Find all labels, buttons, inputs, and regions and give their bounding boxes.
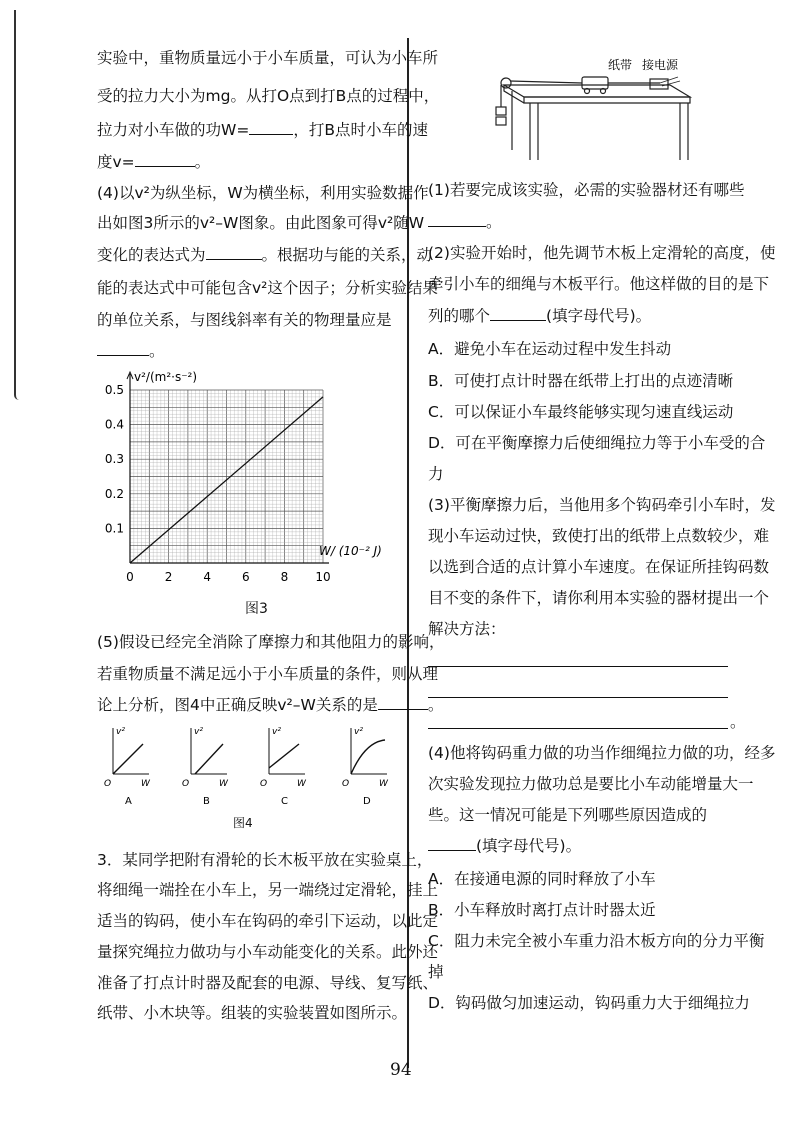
r-q2-option-c: C．可以保证小车最终能够实现匀速直线运动: [428, 403, 734, 421]
para1-line4: 度v= 。: [97, 153, 211, 171]
para1-line2: 受的拉力大小为mg。从打O点到打B点的过程中，: [97, 87, 440, 105]
q5-line1: (5)假设已经完全消除了摩擦力和其他阻力的影响，: [97, 633, 445, 651]
r-q3-line2: 现小车运动过快，致使打出的纸带上点数较少，难: [428, 527, 770, 545]
figure-4-caption: 图4: [233, 816, 253, 830]
mini-w-label: W: [141, 779, 150, 789]
q5-line3: 论上分析，图4中正确反映v²–W关系的是 。: [97, 696, 444, 714]
r-q3-line1: (3)平衡摩擦力后，当他用多个钩码牵引小车时，发: [428, 496, 776, 514]
y-tick-label: 0.4: [104, 417, 124, 432]
r-q4-line2: 次实验发现拉力做功总是要比小车动能增量大一: [428, 775, 754, 793]
r-q2-option-b: B．可使打点计时器在纸带上打出的点迹清晰: [428, 372, 734, 390]
option-label: D: [363, 796, 371, 807]
figure-3-chart: [95, 368, 415, 598]
r-q4-option-c: C．阻力未完全被小车重力沿木板方向的分力平衡: [428, 932, 765, 950]
r-q2-line1: (2)实验开始时，他先调节木板上定滑轮的高度，使: [428, 244, 776, 262]
mini-curve: [351, 740, 385, 774]
q3-line4: 量探究绳拉力做功与小车动能变化的关系。此外还: [97, 943, 439, 961]
answer-blank[interactable]: [97, 355, 149, 356]
y-tick-label: 0.3: [104, 452, 124, 467]
para1-line3: 拉力对小车做的功W= ，打B点时小车的速: [97, 121, 428, 139]
answer-line-1[interactable]: [428, 666, 728, 667]
r-q3-line4: 目不变的条件下，请你利用本实验的器材提出一个: [428, 589, 770, 607]
r-q3-line3: 以选到合适的点计算小车速度。在保证所挂钩码数: [428, 558, 770, 576]
q3-line6: 纸带、小木块等。组装的实验装置如图所示。: [97, 1004, 408, 1022]
q4-line4: 能的表达式中可能包含v²这个因子；分析实验结果: [97, 279, 438, 297]
answer-blank[interactable]: [490, 320, 546, 321]
q4-line1: (4)以v²为纵坐标，W为横坐标，利用实验数据作: [97, 184, 429, 202]
r-q1-line2: 。: [428, 212, 502, 232]
apparatus-illustration: [490, 55, 700, 165]
y-tick-label: 0.1: [104, 521, 124, 536]
r-q1-line1: (1)若要完成该实验，必需的实验器材还有哪些: [428, 181, 745, 199]
answer-line-3[interactable]: [428, 728, 728, 729]
r-q4-line3: 些。这一情况可能是下列哪些原因造成的: [428, 806, 708, 824]
q3-line1: 3．某同学把附有滑轮的长木板平放在实验桌上，: [97, 851, 433, 869]
mini-v-label: v²: [194, 727, 203, 737]
page-number: 94: [390, 1060, 412, 1080]
r-q2-option-d: D．可在平衡摩擦力后使细绳拉力等于小车受的合: [428, 434, 766, 452]
para1-line1: 实验中，重物质量远小于小车质量，可认为小车所: [97, 49, 439, 67]
mini-curve: [195, 744, 223, 774]
y-tick-label: 0.2: [104, 486, 124, 501]
answer-blank[interactable]: [249, 134, 293, 135]
x-tick-label: 10: [315, 570, 331, 584]
r-q4-option-d: D．钩码做匀加速运动，钩码重力大于细绳拉力: [428, 994, 750, 1012]
mini-curve: [113, 744, 143, 774]
mini-origin-label: O: [104, 779, 112, 789]
option-label: B: [203, 796, 210, 807]
label-power: 接电源: [642, 58, 679, 72]
answer-line-2[interactable]: [428, 697, 728, 698]
x-tick-label: 0: [126, 570, 134, 584]
y-axis-label: v²/(m²·s⁻²): [134, 370, 198, 384]
option-label: A: [125, 796, 132, 807]
margin-bracket: [14, 10, 19, 400]
x-tick-label: 8: [280, 570, 289, 584]
mini-v-label: v²: [272, 727, 281, 737]
q3-line3: 适当的钩码，使小车在钩码的牵引下运动，以此定: [97, 912, 439, 930]
r-q2-line3: 列的哪个 (填字母代号)。: [428, 307, 652, 325]
mini-origin-label: O: [342, 779, 350, 789]
mini-w-label: W: [219, 779, 228, 789]
answer-blank[interactable]: [206, 259, 262, 260]
mini-origin-label: O: [182, 779, 190, 789]
answer-blank[interactable]: [428, 850, 476, 851]
answer-blank[interactable]: [378, 709, 428, 710]
r-q3-line5: 解决方法：: [428, 620, 506, 638]
q3-line2: 将细绳一端拴在小车上，另一端绕过定滑轮，挂上: [97, 881, 439, 899]
r-q2-line2: 牵引小车的细绳与木板平行。他这样做的目的是下: [428, 275, 770, 293]
figure-3-caption: 图3: [245, 601, 268, 617]
q4-line6: 。: [97, 341, 165, 361]
mini-curve: [269, 744, 299, 768]
r-q4-option-a: A．在接通电源的同时释放了小车: [428, 870, 656, 888]
r-q4-line4: (填字母代号)。: [428, 836, 581, 856]
r-q4-line1: (4)他将钩码重力做的功当作细绳拉力做的功，经多: [428, 744, 776, 762]
q4-line2: 出如图3所示的v²–W图象。由此图象可得v²随W: [97, 214, 425, 232]
x-tick-label: 2: [164, 570, 173, 584]
mini-w-label: W: [297, 779, 306, 789]
r-q2-option-d-cont: 力: [428, 465, 444, 483]
answer-blank[interactable]: [428, 226, 486, 227]
q4-line5: 的单位关系，与图线斜率有关的物理量应是: [97, 311, 392, 329]
mini-v-label: v²: [354, 727, 363, 737]
q3-line5: 准备了打点计时器及配套的电源、导线、复写纸、: [97, 974, 439, 992]
x-tick-label: 4: [203, 570, 212, 584]
mini-w-label: W: [379, 779, 388, 789]
x-tick-label: 6: [241, 570, 250, 584]
mini-origin-label: O: [260, 779, 268, 789]
option-label: C: [281, 796, 288, 807]
r-q4-option-c-cont: 掉: [428, 963, 444, 981]
x-axis-label: W/ (10⁻² J): [319, 544, 382, 558]
answer-blank[interactable]: [135, 166, 195, 167]
q5-line2: 若重物质量不满足远小于小车质量的条件，则从理: [97, 665, 439, 683]
q4-line3: 变化的表达式为 。根据功与能的关系，动: [97, 246, 433, 264]
y-tick-label: 0.5: [104, 383, 124, 397]
mini-v-label: v²: [116, 727, 125, 737]
label-paper-tape: 纸带: [608, 58, 633, 72]
r-q3-end: 。: [730, 713, 746, 731]
r-q4-option-b: B．小车释放时离打点计时器太近: [428, 901, 656, 919]
r-q2-option-a: A．避免小车在运动过程中发生抖动: [428, 340, 672, 358]
